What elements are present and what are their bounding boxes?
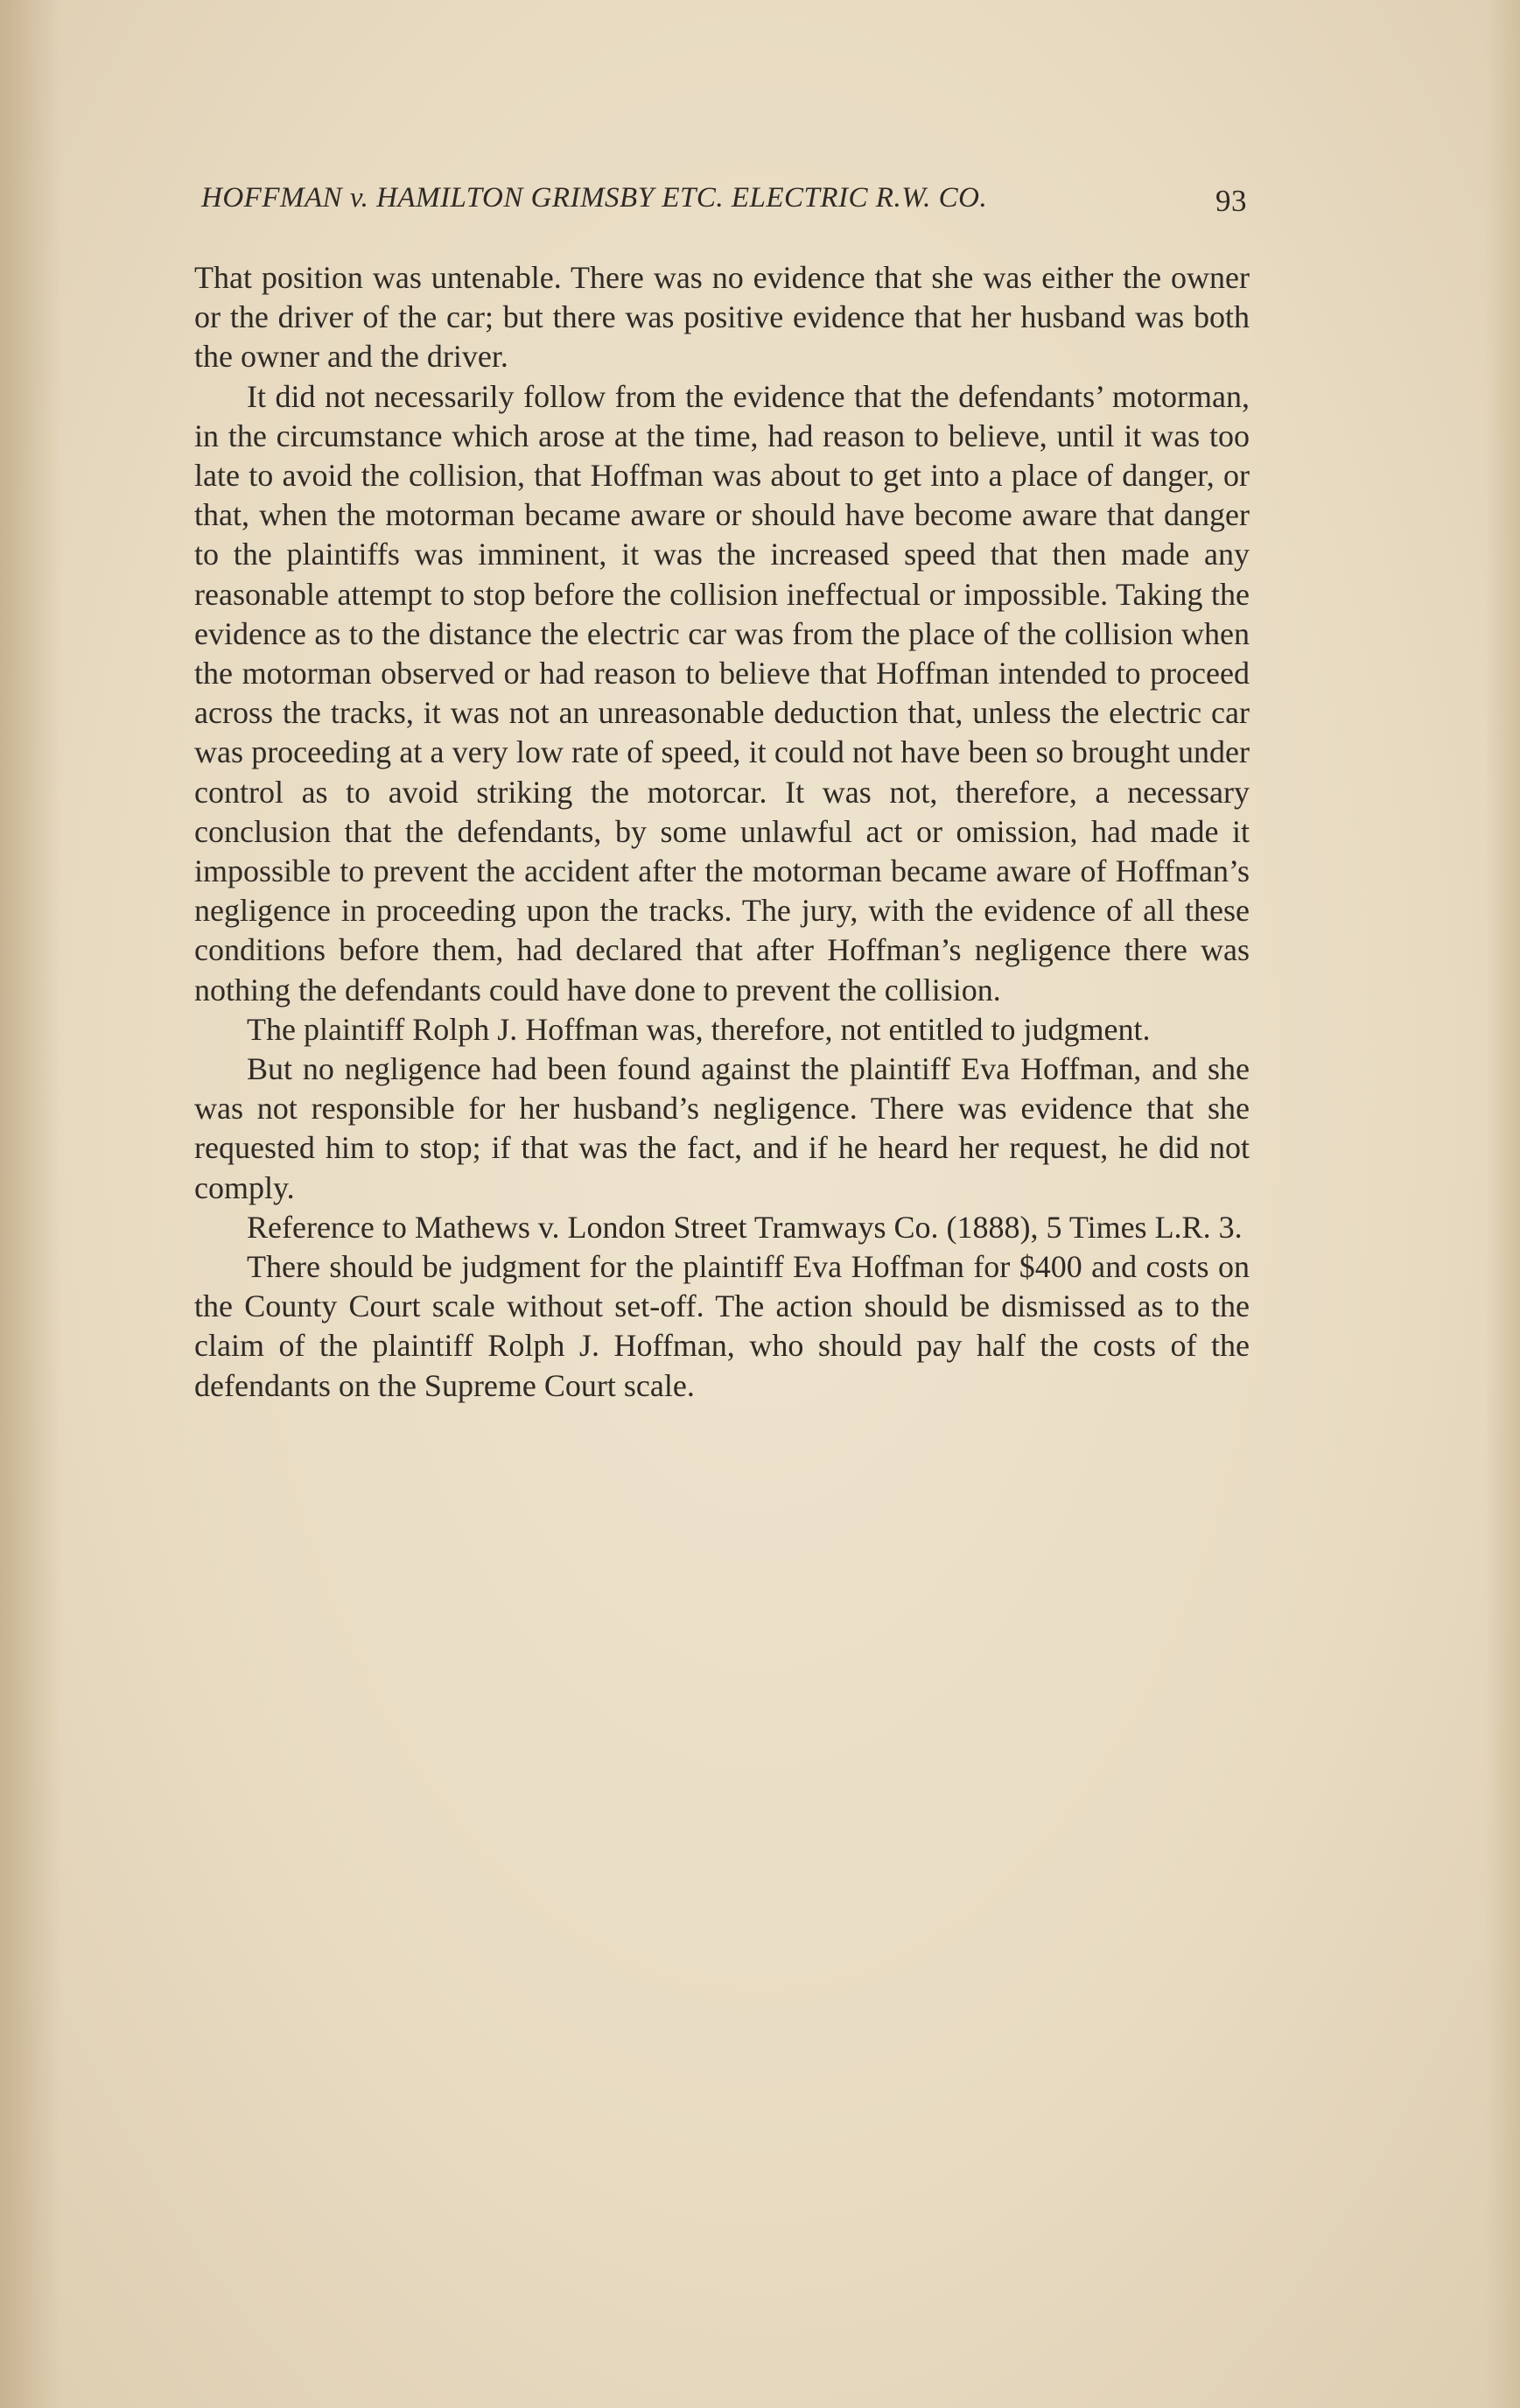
running-head — [201, 182, 1247, 231]
paragraph: That position was untenable. There was no evidence that she was either the owner or the driver of the car; but there was positive evidence that her husband was both the owner and the driver. — [194, 260, 1250, 375]
body-text — [194, 258, 1250, 1406]
paragraph: But no negligence had been found against the plaintiff Eva Hoffman, and she was not responsible for her husband’s negligence. There was evidence that she requested him to stop; if that was the fact, and if he heard her request, he did not comply. — [194, 1051, 1250, 1205]
paragraph: It did not necessarily follow from the evidence that the defendants’ motorman, in the circumstance which arose at the time, had reason to believe, until it was too late to avoid the collision, that Hoffman was about to get into a place of danger, or that, when the motorman became aware or should have become aware that danger to the plaintiffs was imminent, it was the increased speed that then made any reasonable attempt to stop before the collision ineffectual or impossible. Taking the evidence as to the distance the electric car was from the place of the collision when the motorman observed or had reason to believe that Hoffman intended to proceed across the tracks, it was not an unreasonable deduction that, unless the electric car was proceeding at a very low rate of speed, it could not have been so brought under control as to avoid striking the motorcar. It was not, therefore, a necessary conclusion that the defendants, by some unlawful act or omission, had made it impossible to prevent the accident after the motorman became aware of Hoffman’s negligence in proceeding upon the tracks. The jury, with the evidence of all these conditions before them, had declared that after Hoffman’s negligence there was nothing the defendants could have done to prevent the collision. — [194, 378, 1250, 1007]
running-title: HOFFMAN v. HAMILTON GRIMSBY ETC. ELECTRIC R.W. CO. — [201, 182, 988, 214]
page-number: 93 — [1215, 184, 1247, 218]
paragraph: There should be judgment for the plaintiff Eva Hoffman for $400 and costs on the County Court scale without set-off. The action should be dismissed as to the claim of the plaintiff Rolph J. Hoffman, who should pay half the costs of the defendants on the Supreme Court scale. — [194, 1249, 1250, 1403]
paragraph: Reference to Mathews v. London Street Tramways Co. (1888), 5 Times L.R. 3. — [247, 1209, 1243, 1245]
paragraph: The plaintiff Rolph J. Hoffman was, therefore, not entitled to judgment. — [247, 1011, 1151, 1047]
